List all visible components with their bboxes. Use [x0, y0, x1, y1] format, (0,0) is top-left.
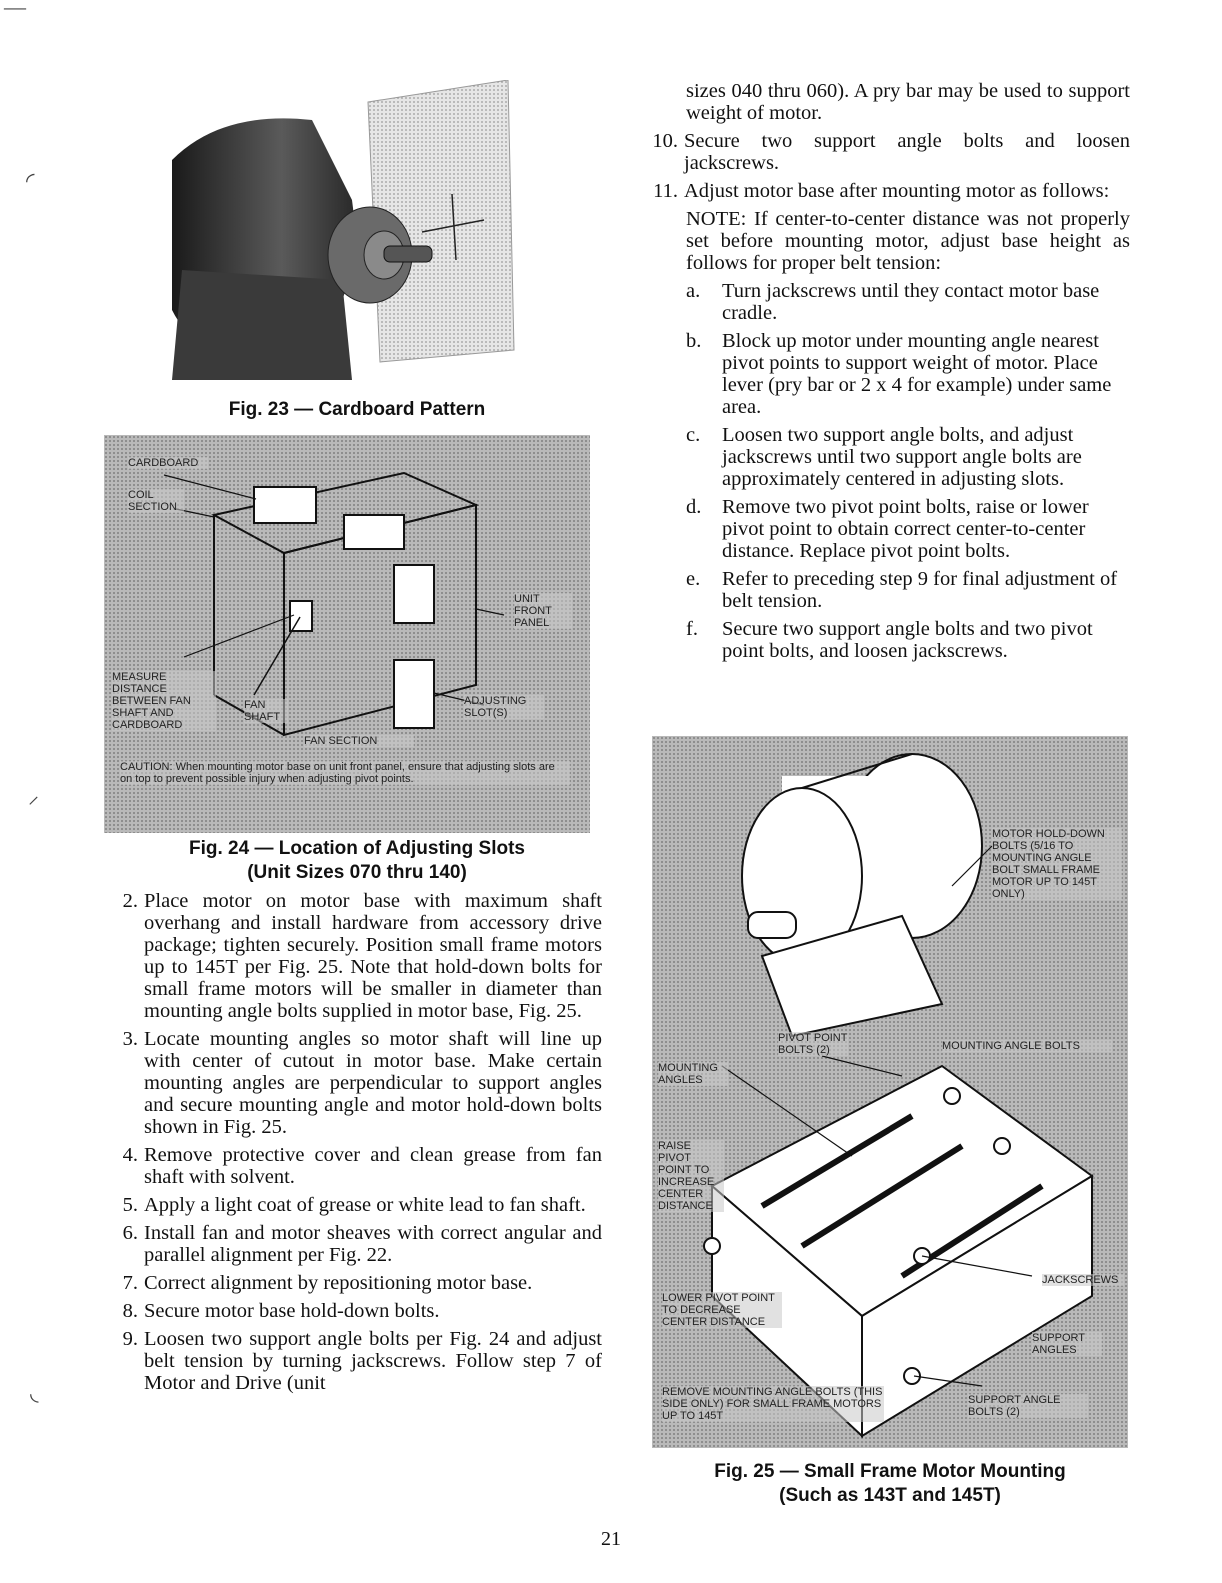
motor-shaft	[384, 246, 432, 262]
fan-shaft-plate	[290, 601, 312, 631]
substep-b: b. Block up motor under mounting angle nearest pivot points to support weight of motor. Place lever (pry bar or 2 x 4 for example) under same area.	[686, 330, 1112, 418]
right-step-list	[640, 130, 1130, 202]
label-measure: MEASURE DISTANCE BETWEEN FAN SHAFT AND CARDBOARD	[112, 671, 216, 731]
bolt-2	[994, 1138, 1010, 1154]
figure-24	[112, 425, 602, 883]
step-11: 11. Adjust motor base after mounting motor as follows:	[653, 180, 1110, 202]
step-4: 4. Remove protective cover and clean grease from fan shaft with solvent.	[122, 1144, 602, 1188]
substep-c: c. Loosen two support angle bolts, and adjust jackscrews until two support angle bolts are approximately centered in adjusting slots.	[686, 424, 1082, 490]
label-mounting-angle-bolts: MOUNTING ANGLE BOLTS	[942, 1040, 1112, 1052]
label-hold-down: MOTOR HOLD-DOWN BOLTS (5/16 TO MOUNTING ANGLE BOLT SMALL FRAME MOTOR UP TO 145T ONLY)	[992, 828, 1122, 900]
label-mounting-angles: MOUNTING ANGLES	[658, 1062, 728, 1086]
margin-mark-hole-1: ◜	[26, 168, 35, 193]
fan-shaft-line	[254, 617, 300, 695]
label-support-angles: SUPPORT ANGLES	[1032, 1332, 1102, 1356]
figure-25-caption-line2: (Such as 143T and 145T)	[779, 1485, 1001, 1506]
margin-mark-hole-2: ⸝	[28, 783, 40, 808]
bolt-5	[704, 1238, 720, 1254]
label-pivot-point-bolts: PIVOT POINT BOLTS (2)	[778, 1032, 848, 1056]
margin-mark-hole-3: ◟	[30, 1380, 39, 1405]
step-9: 9. Loosen two support angle bolts per Fig. 24 and adjust belt tension by turning jackscrews. Follow step 7 of Motor and Drive (unit	[122, 1328, 602, 1394]
note-paragraph: NOTE: If center-to-center distance was not properly set before mounting motor, adjust base height as follows for proper belt tension:	[686, 208, 1130, 274]
substep-a: a. Turn jackscrews until they contact motor base cradle.	[686, 280, 1100, 324]
substep-list	[686, 280, 1130, 662]
slot-bracket-mid	[394, 565, 434, 623]
label-fan-section: FAN SECTION	[304, 735, 414, 747]
figure-25-caption-line1: Fig. 25 — Small Frame Motor Mounting	[714, 1461, 1066, 1482]
pointer-front-panel	[476, 609, 504, 615]
label-unit-front-panel: UNIT FRONT PANEL	[514, 593, 572, 629]
label-remove-bolts: REMOVE MOUNTING ANGLE BOLTS (THIS SIDE ONLY) FOR SMALL FRAME MOTORS UP TO 145T	[662, 1386, 883, 1422]
bolt-1	[944, 1088, 960, 1104]
pointer-pivot	[822, 1056, 902, 1076]
label-coil-section: COIL SECTION	[128, 489, 184, 513]
step-6: 6. Install fan and motor sheaves with correct angular and parallel alignment per Fig. 22.	[122, 1222, 602, 1266]
motor-base	[172, 270, 352, 380]
label-lower-pivot: LOWER PIVOT POINT TO DECREASE CENTER DISTANCE	[662, 1292, 782, 1328]
pointer-measure	[184, 615, 294, 657]
figure-23-photo	[112, 80, 602, 390]
figure-25	[652, 736, 1128, 1516]
slot-bracket-low	[394, 660, 434, 728]
left-column	[112, 80, 602, 1400]
step-2: 2. Place motor on motor base with maximum shaft overhang and install hardware from accessory drive package; tighten securely. Position small frame motors up to 145T per Fig. 25. Note that hold-down bolts for small frame motors will be smaller in diameter than mounting angle bolts supplied in motor base, Fig. 25.	[122, 890, 602, 1022]
step-3: 3. Locate mounting angles so motor shaft will line up with center of cutout in motor base. Make certain mounting angles are perpendicular to support angles and secure mounting angle and motor hold-down bolts shown in Fig. 25.	[122, 1028, 602, 1138]
label-support-angle-bolts: SUPPORT ANGLE BOLTS (2)	[968, 1394, 1088, 1418]
substep-e: e. Refer to preceding step 9 for final adjustment of belt tension.	[686, 568, 1118, 612]
step-8: 8. Secure motor base hold-down bolts.	[122, 1300, 440, 1322]
left-step-list	[100, 890, 602, 1394]
label-cardboard: CARDBOARD	[128, 457, 208, 469]
figure-25-photo	[652, 736, 1128, 1448]
motor-shaft-25	[748, 912, 796, 938]
coil-bracket	[254, 487, 316, 523]
step-10: 10. Secure two support angle bolts and loosen jackscrews.	[652, 130, 1130, 174]
figure-24-photo	[104, 435, 590, 833]
slot-bracket-top	[344, 515, 404, 549]
label-caution: CAUTION: When mounting motor base on unit front panel, ensure that adjusting slots are on top to prevent possible injury when adjusting pivot points.	[120, 761, 570, 785]
step-7: 7. Correct alignment by repositioning motor base.	[122, 1272, 533, 1294]
figure-24-caption-line1: Fig. 24 — Location of Adjusting Slots	[188, 838, 526, 859]
figure-24-caption-line2: (Unit Sizes 070 thru 140)	[247, 862, 467, 883]
page-number: 21	[601, 1528, 621, 1550]
substep-d: d. Remove two pivot point bolts, raise or lower pivot point to obtain correct center-to-center distance. Replace pivot point bolts.	[686, 496, 1089, 562]
right-column	[640, 80, 1130, 668]
label-fan-shaft: FAN SHAFT	[244, 699, 288, 723]
substep-f: f. Secure two support angle bolts and two pivot point bolts, and loosen jackscrews.	[686, 618, 1093, 662]
figure-23-caption: Fig. 23 — Cardboard Pattern	[228, 399, 486, 420]
label-adjusting-slots: ADJUSTING SLOT(S)	[464, 695, 544, 719]
figure-23	[112, 80, 602, 425]
pointer-mounting-angles	[722, 1066, 852, 1156]
label-raise-pivot: RAISE PIVOT POINT TO INCREASE CENTER DISTANCE	[658, 1140, 724, 1212]
step-5: 5. Apply a light coat of grease or white lead to fan shaft.	[122, 1194, 586, 1216]
label-jackscrews: JACKSCREWS	[1042, 1274, 1124, 1286]
margin-mark-top: —	[4, 0, 26, 19]
step-9-continuation: sizes 040 thru 060). A pry bar may be used to support weight of motor.	[686, 80, 1130, 124]
